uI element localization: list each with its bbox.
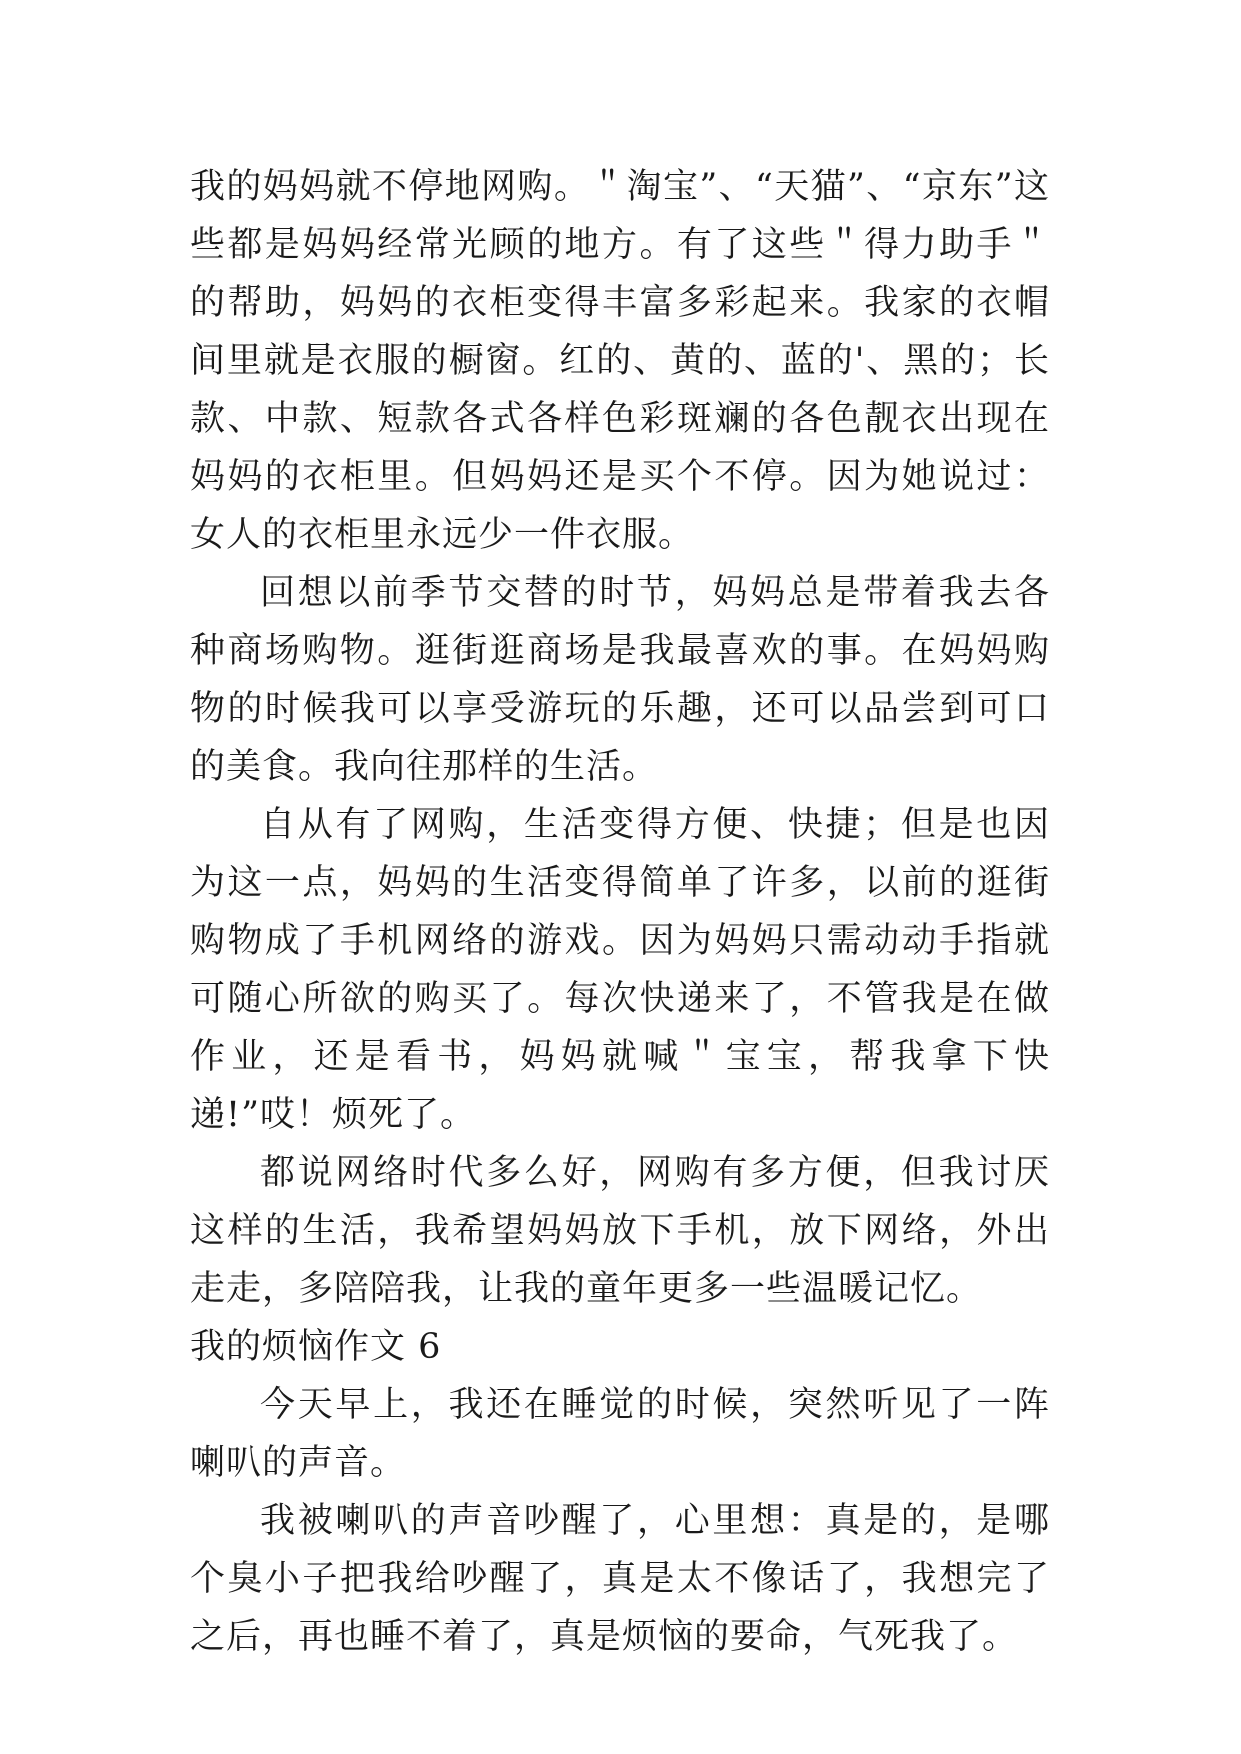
paragraph: 自从有了网购，生活变得方便、快捷；但是也因为这一点，妈妈的生活变得简单了许多，以前的逛街购物成了手机网络的游戏。因为妈妈只需动动手指就可随心所欲的购买了。每次快递来了，不管我是在做作业，还是看书，妈妈就喊＂宝宝，帮我拿下快递!”哎！烦死了。 bbox=[190, 805, 1050, 1135]
paragraph: 我的妈妈就不停地网购。＂淘宝”、“天猫”、“京东”这些都是妈妈经常光顾的地方。有了这些＂得力助手＂的帮助，妈妈的衣柜变得丰富多彩起来。我家的衣帽间里就是衣服的橱窗。红的、黄的、蓝的'、黑的；长款、中款、短款各式各样色彩斑斓的各色靓衣出现在妈妈的衣柜里。但妈妈还是买个不停。因为她说过：女人的衣柜里永远少一件衣服。 bbox=[190, 167, 1050, 555]
paragraph: 都说网络时代多么好，网购有多方便，但我讨厌这样的生活，我希望妈妈放下手机，放下网络，外出走走，多陪陪我，让我的童年更多一些温暖记忆。 bbox=[190, 1153, 1050, 1309]
document-body bbox=[190, 158, 1050, 1666]
paragraph: 我被喇叭的声音吵醒了，心里想：真是的，是哪个臭小子把我给吵醒了，真是太不像话了，我想完了之后，再也睡不着了，真是烦恼的要命，气死我了。 bbox=[190, 1501, 1050, 1657]
paragraph: 今天早上，我还在睡觉的时候，突然听见了一阵喇叭的声音。 bbox=[190, 1385, 1050, 1483]
paragraph: 回想以前季节交替的时节，妈妈总是带着我去各种商场购物。逛街逛商场是我最喜欢的事。在妈妈购物的时候我可以享受游玩的乐趣，还可以品尝到可口的美食。我向往那样的生活。 bbox=[190, 573, 1050, 787]
section-title: 我的烦恼作文 6 bbox=[190, 1327, 442, 1367]
